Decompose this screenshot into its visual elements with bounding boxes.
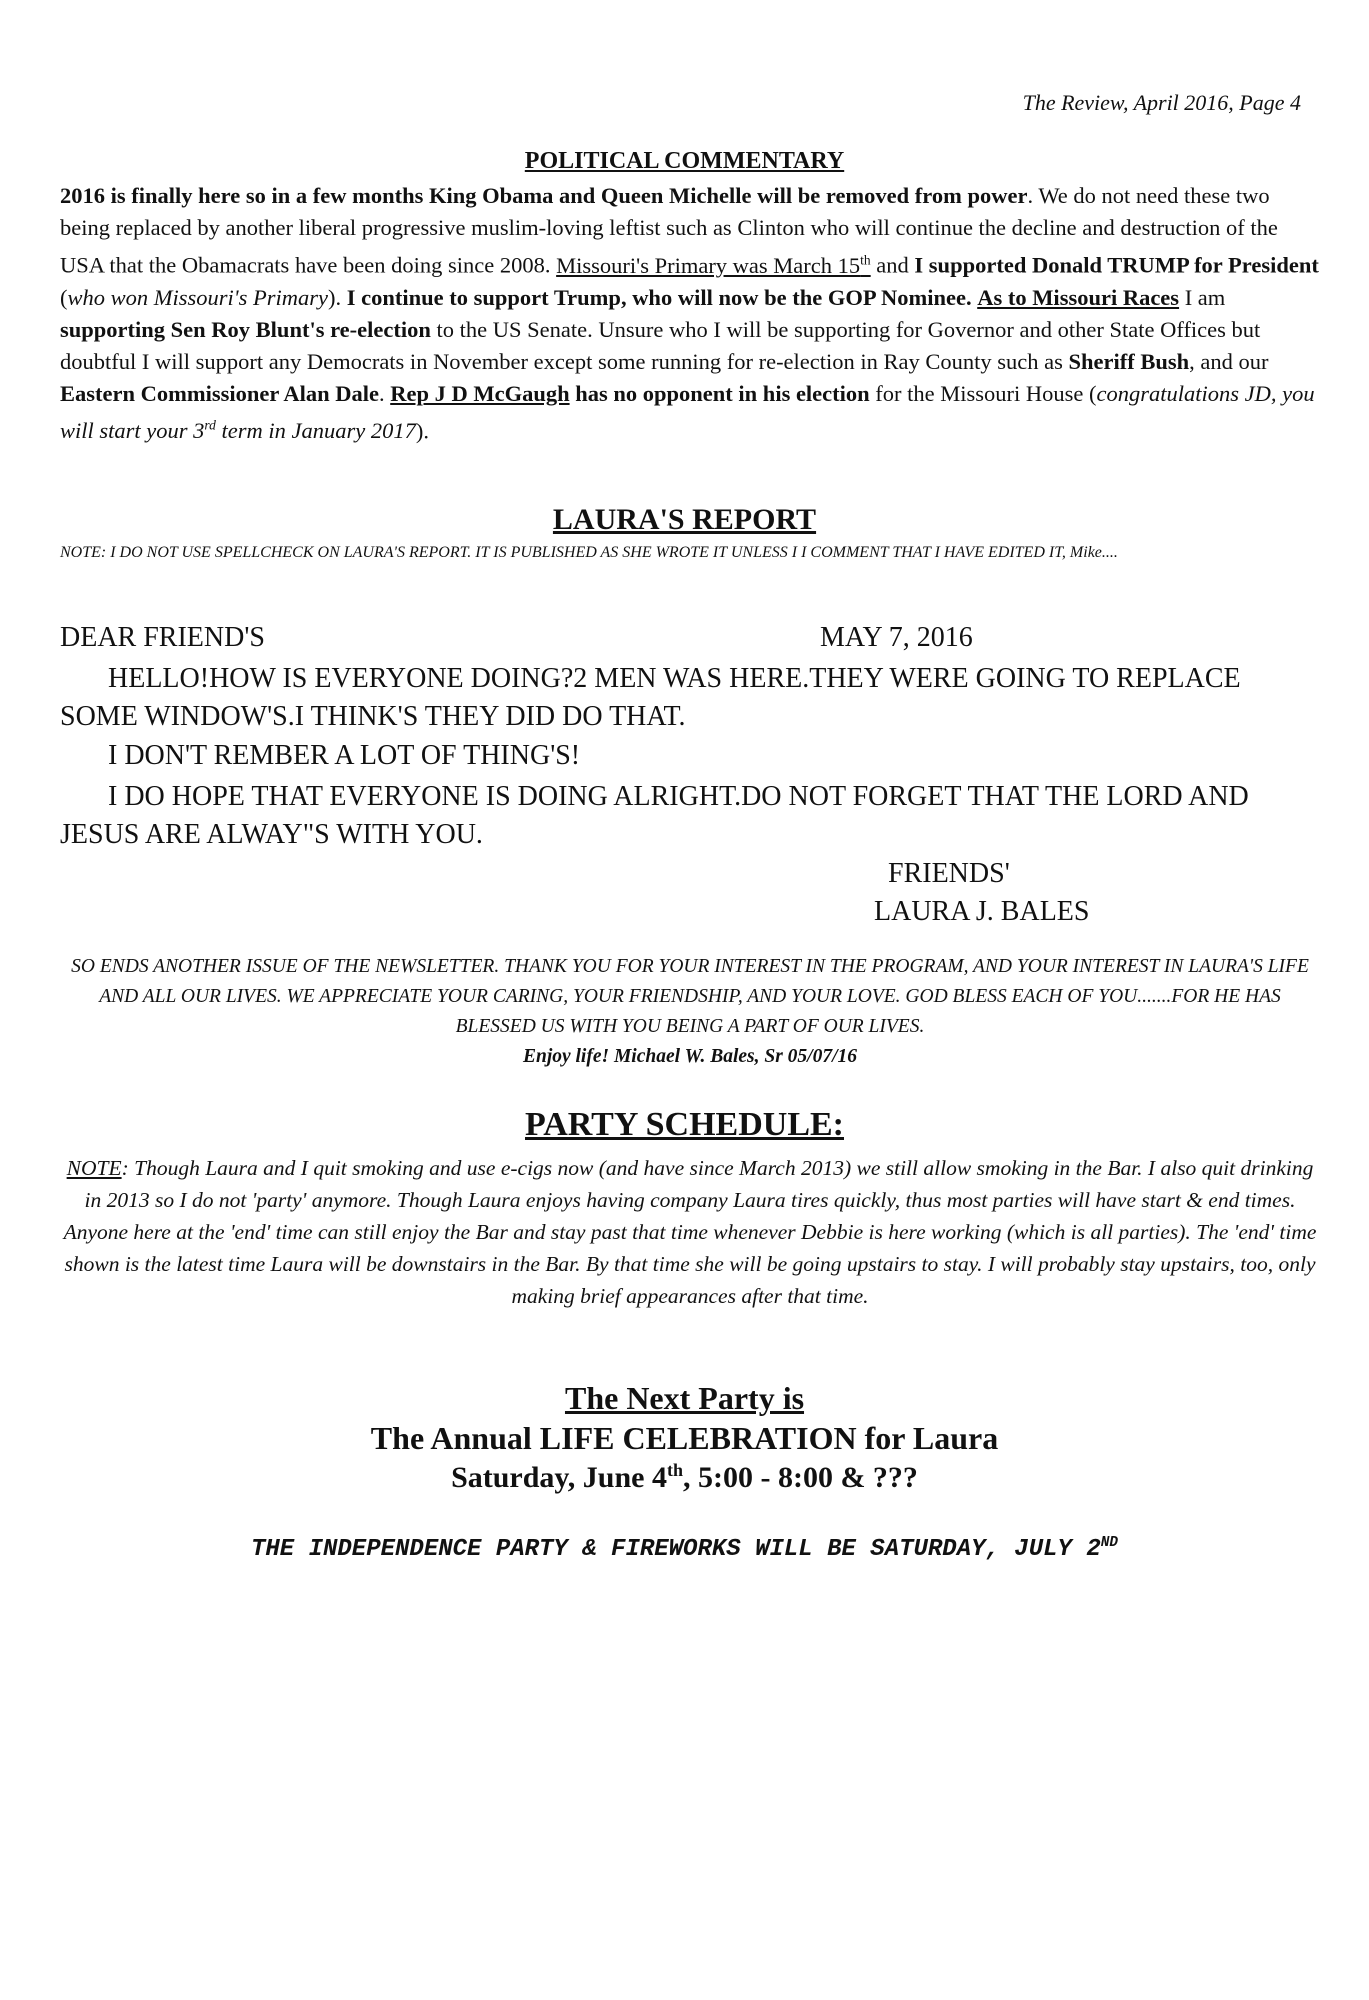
pc-text: I continue to support Trump, who will now be the GOP Nominee.: [346, 284, 972, 310]
pc-text: for the Missouri House (: [869, 380, 1097, 406]
pc-text: Sheriff Bush: [1068, 348, 1190, 374]
letter-signature: LAURA J. BALES: [874, 896, 1090, 927]
pc-text: to the US Senate. Unsure who I will be supporting for Governor and other State Offices but doubtful I will support any Democrats in November except some running for re-election in Ray County such as: [60, 316, 1261, 374]
party-schedule-note: [60, 1152, 1320, 1312]
pc-text: who won Missouri's Primary: [67, 284, 328, 310]
letter-salutation: DEAR FRIEND'S: [60, 622, 265, 653]
pc-text: congratulations JD, you will start your 3: [60, 380, 1315, 443]
pc-sup: rd: [204, 417, 216, 433]
political-commentary-body: [60, 180, 1320, 447]
pc-text: .: [378, 380, 391, 406]
pc-text: . We do not need these two being replaced by another liberal progressive muslim-loving leftist such as Clinton who will continue the decline and destruction of the USA that the Obamacrats have been doing since 2008.: [60, 183, 1278, 278]
pc-text: , and our: [1189, 348, 1269, 374]
pc-text: Eastern Commissioner Alan Dale: [60, 380, 379, 406]
pc-sup: th: [860, 252, 871, 267]
political-commentary-title: POLITICAL COMMENTARY: [524, 148, 845, 174]
letter-signoff: FRIENDS': [888, 858, 1010, 889]
pc-text: (: [60, 284, 68, 310]
next-party-heading: The Next Party is: [564, 1380, 805, 1416]
note-label: NOTE: [66, 1156, 122, 1180]
pc-text: As to Missouri Races: [977, 284, 1180, 310]
closing-text: SO ENDS ANOTHER ISSUE OF THE NEWSLETTER. THANK YOU FOR YOUR INTEREST IN THE PROGRAM, AND YOUR INTEREST IN LAURA'S LIFE AND ALL OUR LIVES. WE APPRECIATE YOUR CARING, YOUR FRIENDSHIP, AND YOUR LOVE. GOD BLESS EACH OF YOU.......FOR HE HAS BLESSED US WITH YOU BEING A PART OF OUR LIVES.: [71, 956, 1309, 1037]
pc-text: has no opponent in his election: [569, 380, 870, 406]
party-schedule-title: PARTY SCHEDULE:: [525, 1106, 844, 1143]
lauras-report-note: NOTE: I DO NOT USE SPELLCHECK ON LAURA'S REPORT. IT IS PUBLISHED AS SHE WROTE IT UNLESS I I COMMENT THAT I HAVE EDITED IT, Mike....: [60, 544, 1118, 561]
pc-text: supporting Sen Roy Blunt's re-election: [60, 316, 431, 342]
note-text: : Though Laura and I quit smoking and use e-cigs now (and have since March 2013) we still allow smoking in the Bar. I also quit drinking in 2013 so I do not 'party' anymore. Though Laura enjoys having company Laura tires quickly, thus most parties will have start & end times. Anyone here at the 'end' time can still enjoy the Bar and stay past that time whenever Debbie is here working (which is all parties). The 'end' time shown is the latest time Laura will be downstairs in the Bar. By that time she will be going upstairs to stay. I will probably stay upstairs, too, only making brief appearances after that time.: [63, 1156, 1317, 1308]
pc-text: [556, 253, 871, 278]
pc-text: 2016 is finally here so in a few months King Obama and Queen Michelle will be removed from power: [60, 183, 1028, 208]
pc-text: ).: [415, 418, 430, 443]
date-text: Saturday, June 4: [451, 1461, 667, 1494]
closing-signature: Enjoy life! Michael W. Bales, Sr 05/07/16: [522, 1046, 858, 1067]
pc-text: I supported Donald TRUMP for President: [914, 252, 1319, 278]
next-party-date: [0, 1460, 1369, 1495]
page-header: The Review, April 2016, Page 4: [1022, 90, 1301, 115]
announcement-text: THE INDEPENDENCE PARTY & FIREWORKS WILL BE SATURDAY, JULY 2: [250, 1536, 1101, 1563]
letter-paragraph: I DO HOPE THAT EVERYONE IS DOING ALRIGHT.DO NOT FORGET THAT THE LORD AND JESUS ARE ALWAY"S WITH YOU.: [60, 781, 1249, 850]
independence-party-announcement: [0, 1535, 1369, 1563]
next-party-event: The Annual LIFE CELEBRATION for Laura: [370, 1420, 999, 1456]
pc-text: ).: [327, 284, 347, 310]
pc-text: and: [870, 252, 915, 278]
letter-paragraph: I DON'T REMBER A LOT OF THING'S!: [108, 740, 581, 771]
lauras-report-title: LAURA'S REPORT: [552, 503, 817, 536]
letter-date: MAY 7, 2016: [820, 622, 973, 653]
announcement-sup: ND: [1100, 1535, 1119, 1551]
pc-text: Rep J D McGaugh: [390, 380, 570, 406]
closing-message: [60, 952, 1320, 1072]
date-sup: th: [666, 1460, 683, 1480]
date-text: , 5:00 - 8:00 & ???: [682, 1461, 918, 1494]
pc-text: term in January 2017: [215, 418, 416, 443]
letter-paragraph: HELLO!HOW IS EVERYONE DOING?2 MEN WAS HERE.THEY WERE GOING TO REPLACE SOME WINDOW'S.I THINK'S THEY DID DO THAT.: [60, 663, 1241, 732]
pc-text: I am: [1179, 284, 1226, 310]
pc-text: Missouri's Primary was March 15: [556, 252, 861, 278]
